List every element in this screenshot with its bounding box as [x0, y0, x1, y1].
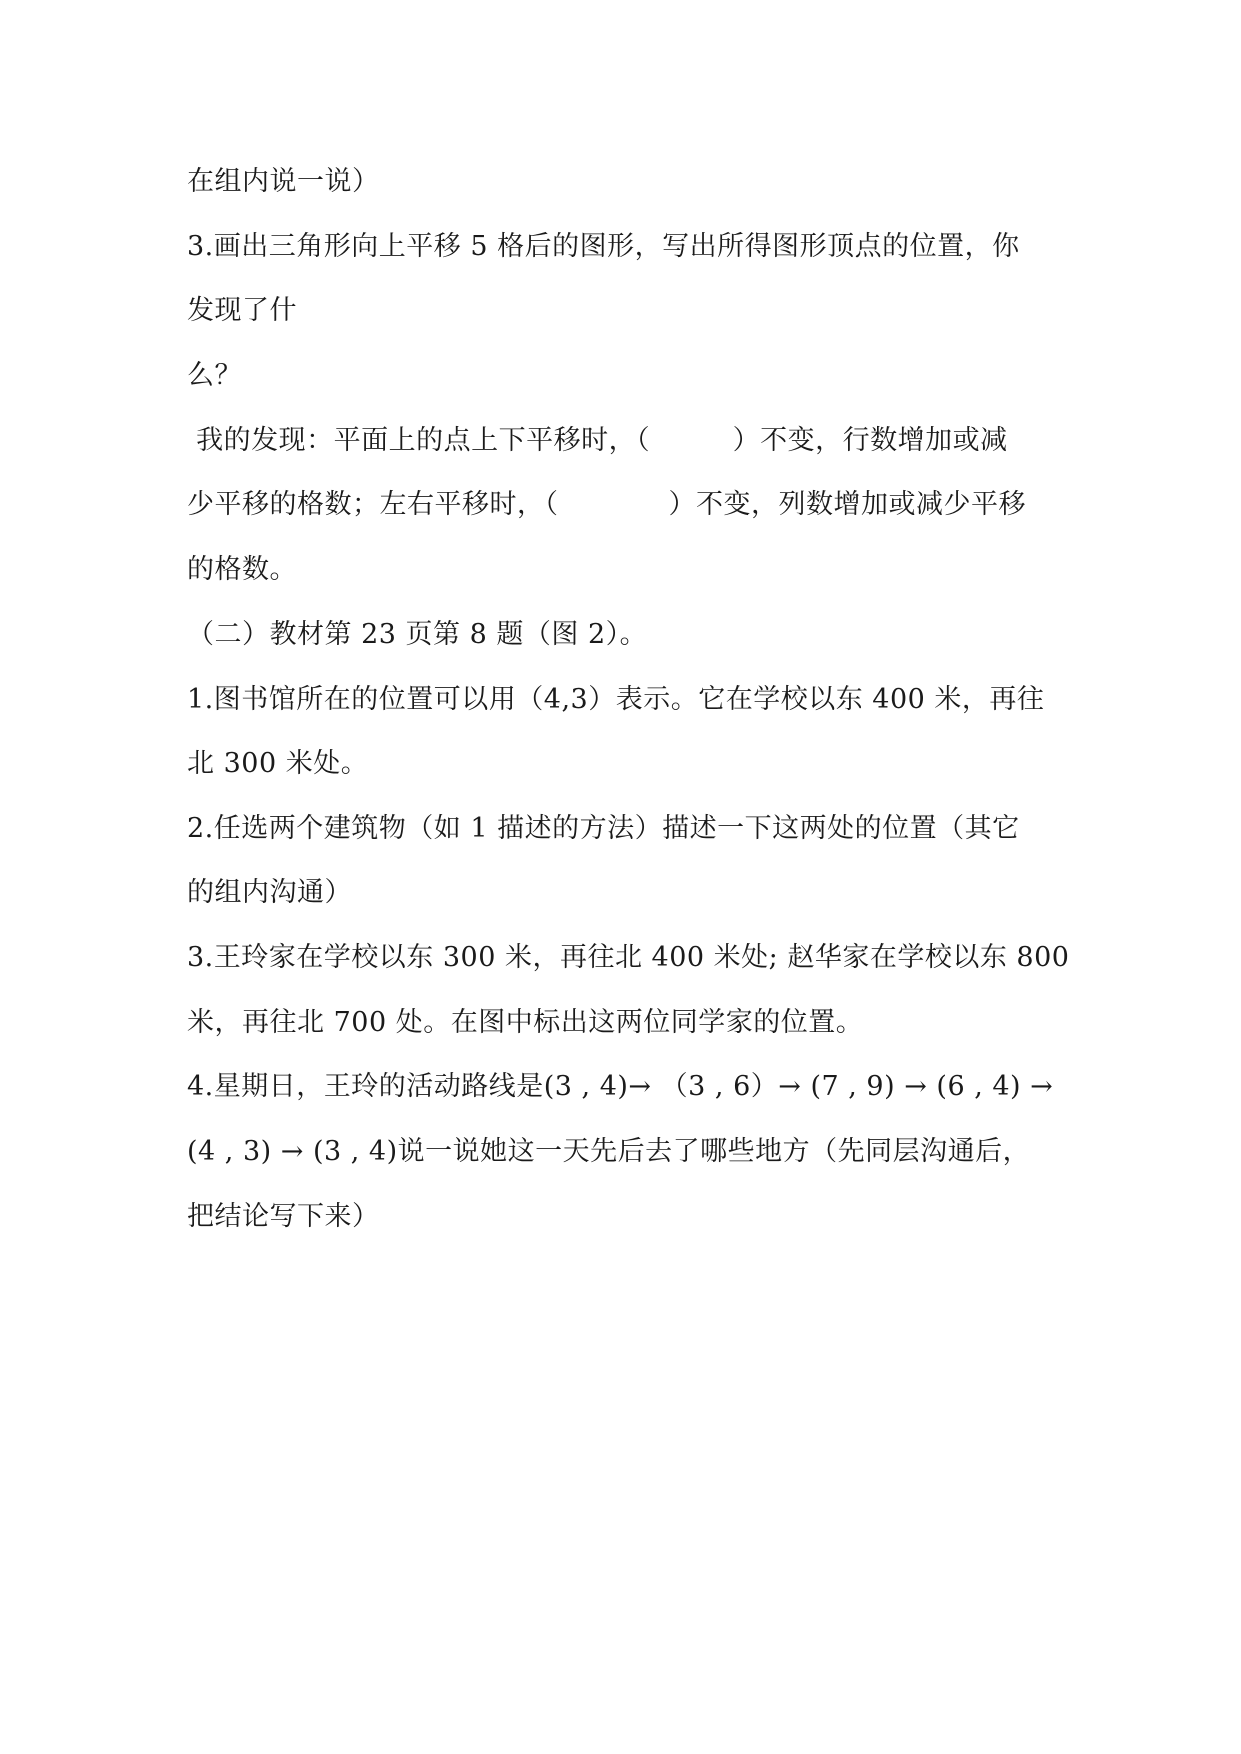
text-line-3: 发现了什: [187, 295, 297, 326]
text-line-14: 米，再往北 700 处。在图中标出这两位同学家的位置。: [187, 1007, 864, 1038]
text-line-1: 在组内说一说）: [187, 166, 380, 197]
text-line-16: (4 , 3) → (3 , 4)说一说她这一天先后去了哪些地方（先同层沟通后，: [187, 1136, 1031, 1167]
text-line-4: 么？: [187, 360, 242, 391]
text-line-13: 3.王玲家在学校以东 300 米，再往北 400 米处; 赵华家在学校以东 800: [187, 942, 1070, 973]
text-line-10: 北 300 米处。: [187, 748, 369, 779]
text-line-15: 4.星期日，王玲的活动路线是(3 , 4)→ （3 , 6）→ (7 , 9) → (6 , 4) →: [187, 1071, 1054, 1102]
text-line-8: （二）教材第 23 页第 8 题（图 2）。: [187, 619, 648, 650]
text-line-6: 少平移的格数；左右平移时，（ ）不变，列数增加或减少平移: [187, 489, 1026, 520]
text-line-2: 3.画出三角形向上平移 5 格后的图形，写出所得图形顶点的位置，你: [187, 231, 1020, 262]
text-line-9: 1.图书馆所在的位置可以用（4,3）表示。它在学校以东 400 米，再往: [187, 684, 1045, 715]
text-line-7: 的格数。: [187, 554, 297, 585]
text-line-5: 我的发现：平面上的点上下平移时，（ ）不变，行数增加或减: [187, 425, 1008, 456]
text-line-17: 把结论写下来）: [187, 1201, 380, 1232]
text-line-11: 2.任选两个建筑物（如 1 描述的方法）描述一下这两处的位置（其它: [187, 813, 1020, 844]
text-line-12: 的组内沟通）: [187, 877, 352, 908]
